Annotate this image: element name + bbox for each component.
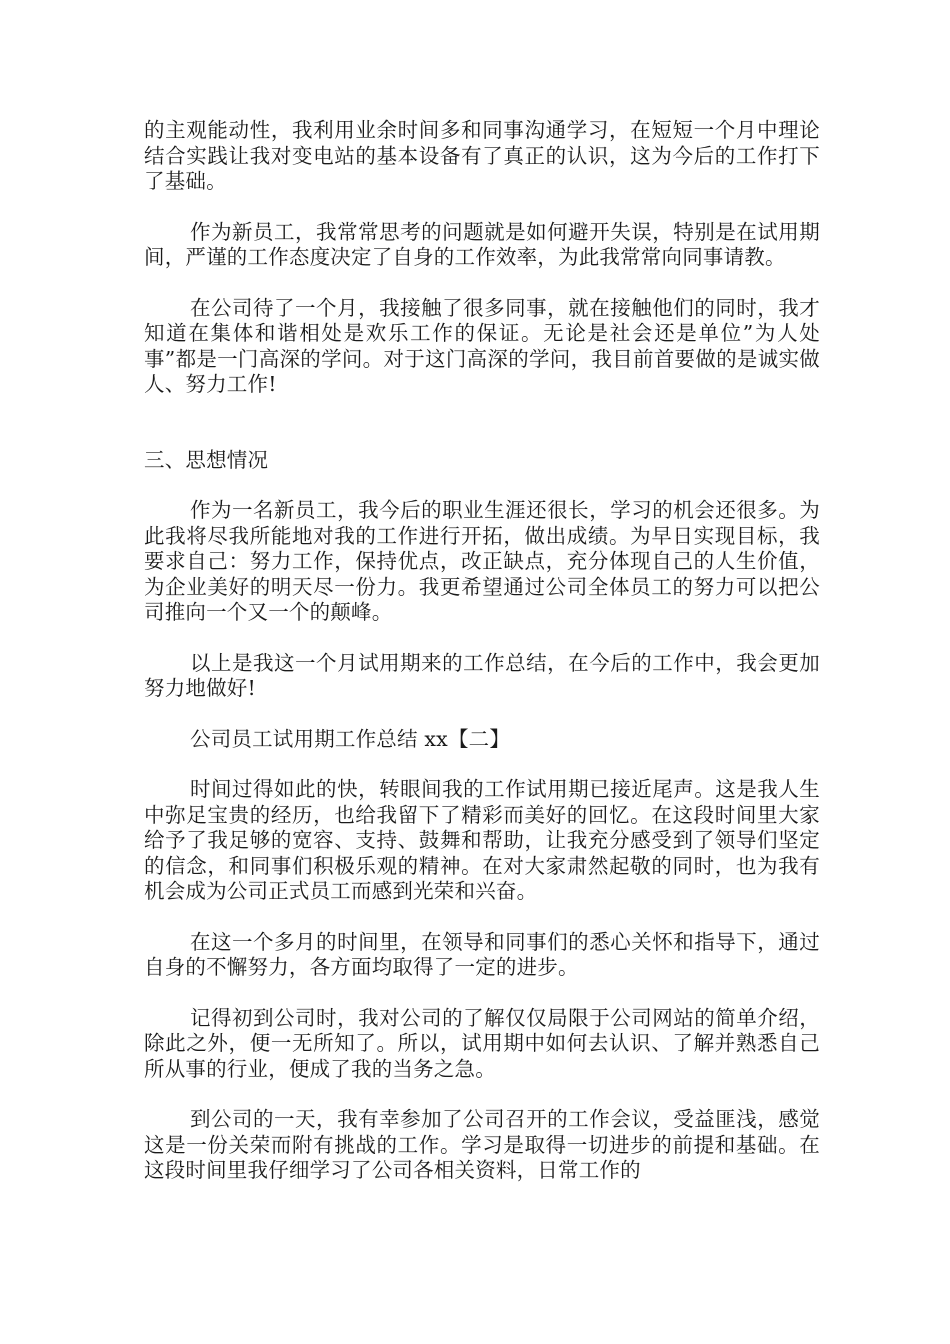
document-page — [144, 118, 820, 1209]
paragraph-2: 作为新员工，我常常思考的问题就是如何避开失误，特别是在试用期间，严谨的工作态度决定了自身的工作效率，为此我常常向同事请教。 — [144, 219, 820, 269]
paragraph-6: 时间过得如此的快，转眼间我的工作试用期已接近尾声。这是我人生中弥足宝贵的经历，也给我留下了精彩而美好的回忆。在这段时间里大家给予了我足够的宽容、支持、鼓舞和帮助，让我充分感受到了领导们坚定的信念，和同事们积极乐观的精神。在对大家肃然起敬的同时，也为我有机会成为公司正式员工而感到光荣和兴奋。 — [144, 777, 820, 903]
paragraph-7: 在这一个多月的时间里，在领导和同事们的悉心关怀和指导下，通过自身的不懈努力，各方面均取得了一定的进步。 — [144, 929, 820, 979]
paragraph-9: 到公司的一天，我有幸参加了公司召开的工作会议，受益匪浅，感觉这是一份关荣而附有挑战的工作。学习是取得一切进步的前提和基础。在这段时间里我仔细学习了公司各相关资料，日常工作的 — [144, 1107, 820, 1182]
paragraph-1: 的主观能动性，我利用业余时间多和同事沟通学习，在短短一个月中理论结合实践让我对变电站的基本设备有了真正的认识，这为今后的工作打下了基础。 — [144, 118, 820, 193]
paragraph-4: 作为一名新员工，我今后的职业生涯还很长，学习的机会还很多。为此我将尽我所能地对我的工作进行开拓，做出成绩。为早日实现目标，我要求自己：努力工作，保持优点，改正缺点，充分体现自己的人生价值，为企业美好的明天尽一份力。我更希望通过公司全体员工的努力可以把公司推向一个又一个的颠峰。 — [144, 498, 820, 624]
section-heading: 三、思想情况 — [144, 447, 269, 472]
document-title: 公司员工试用期工作总结 xx【二】 — [190, 726, 511, 751]
paragraph-3: 在公司待了一个月，我接触了很多同事，就在接触他们的同时，我才知道在集体和谐相处是欢乐工作的保证。无论是社会还是单位”为人处事”都是一门高深的学问。对于这门高深的学问，我目前首要做的是诚实做人、努力工作! — [144, 295, 820, 396]
paragraph-5: 以上是我这一个月试用期来的工作总结，在今后的工作中，我会更加努力地做好! — [144, 650, 820, 700]
paragraph-8: 记得初到公司时，我对公司的了解仅仅局限于公司网站的简单介绍，除此之外，便一无所知了。所以，试用期中如何去认识、了解并熟悉自己所从事的行业，便成了我的当务之急。 — [144, 1005, 820, 1081]
